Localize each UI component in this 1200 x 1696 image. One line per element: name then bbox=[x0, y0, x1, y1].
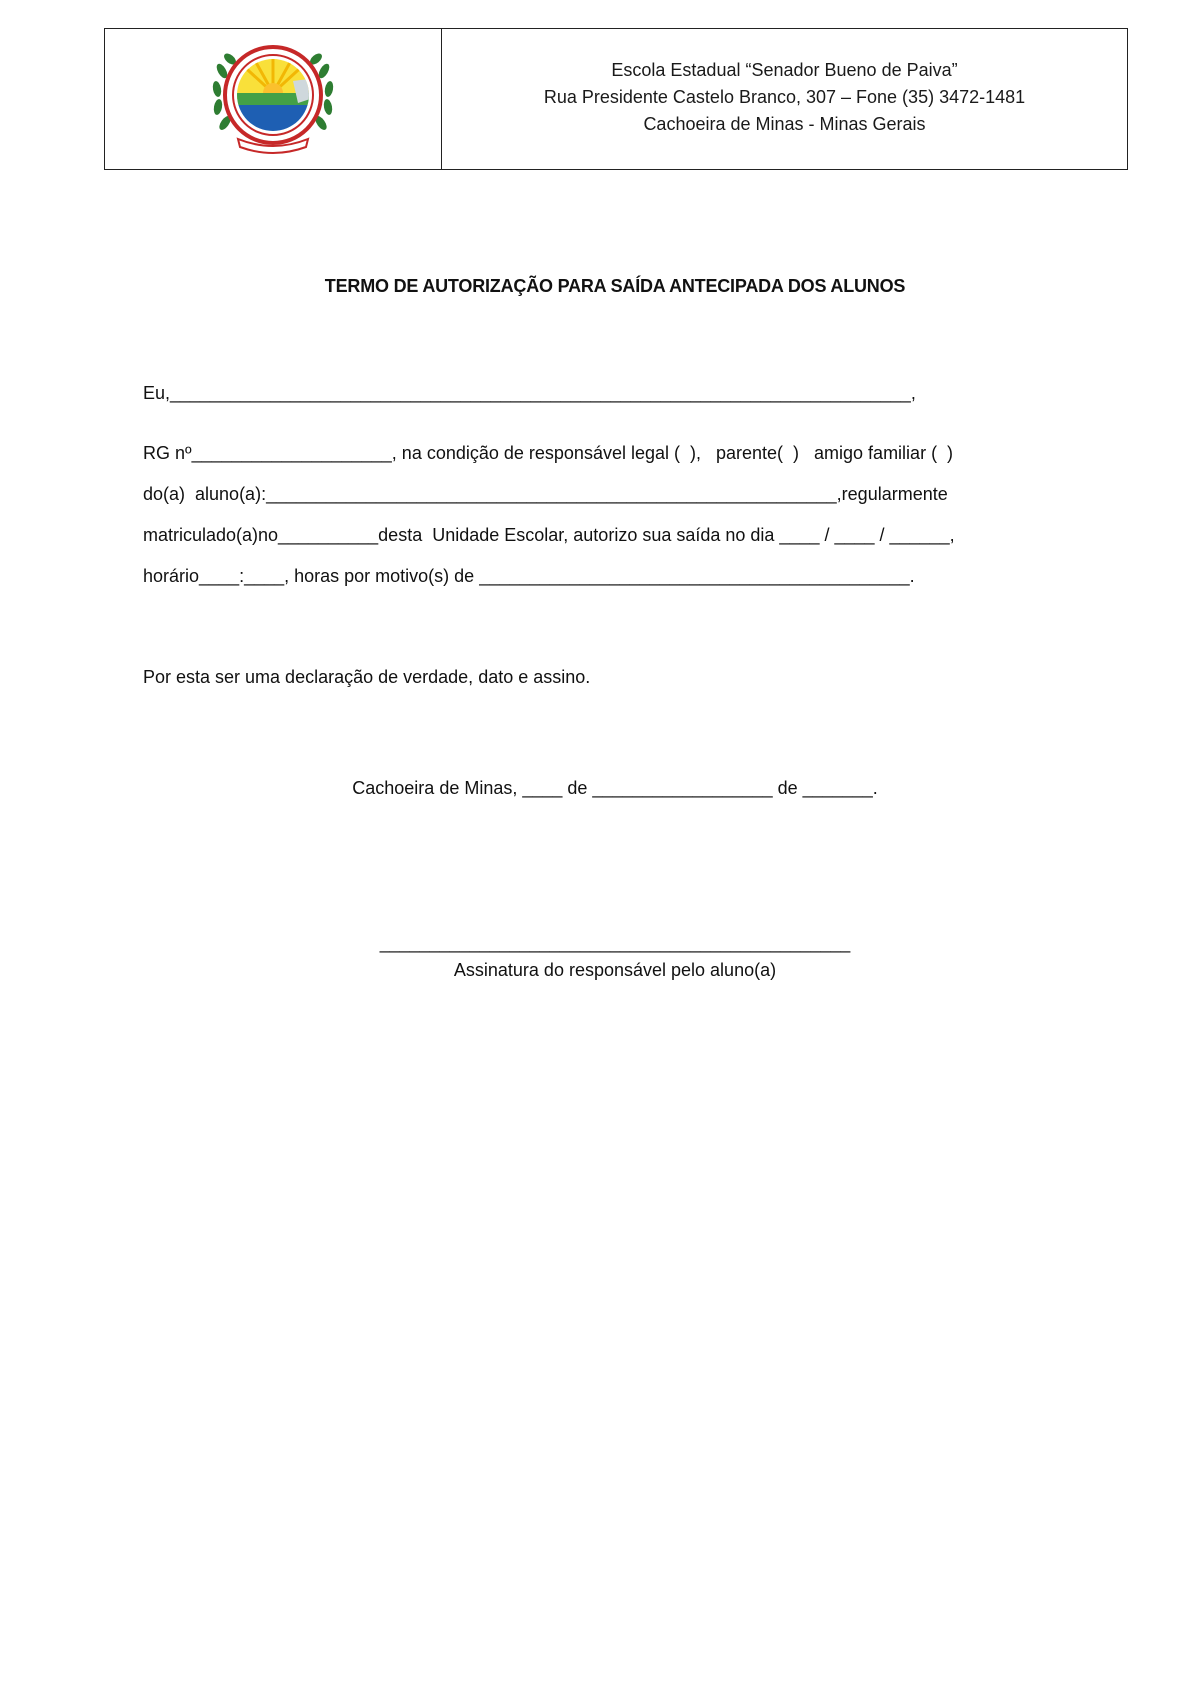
document-title: TERMO DE AUTORIZAÇÃO PARA SAÍDA ANTECIPADA DOS ALUNOS bbox=[324, 276, 906, 296]
school-info bbox=[442, 29, 1127, 169]
date-line: Cachoeira de Minas, ____ de __________________ de _______. bbox=[352, 778, 878, 798]
signature-label: Assinatura do responsável pelo aluno(a) bbox=[453, 960, 777, 980]
school-name: Escola Estadual “Senador Bueno de Paiva” bbox=[611, 59, 958, 80]
logo-cell bbox=[105, 29, 442, 169]
form-line-time-reason: horário____:____, horas por motivo(s) de ___________________________________________. bbox=[143, 566, 915, 586]
form-line-enrollment: matriculado(a)no__________desta Unidade Escolar, autorizo sua saída no dia ____ / ____ / ______, bbox=[143, 525, 955, 545]
form-line-student: do(a) aluno(a):_________________________________________________________,regularmente bbox=[143, 484, 948, 504]
form-line-name: Eu,__________________________________________________________________________, bbox=[143, 383, 916, 403]
declaration-text: Por esta ser uma declaração de verdade, dato e assino. bbox=[143, 667, 591, 687]
form-line-rg: RG nº____________________, na condição de responsável legal ( ), parente( ) amigo familiar ( ) bbox=[143, 443, 954, 463]
school-address: Rua Presidente Castelo Branco, 307 – Fone (35) 3472-1481 bbox=[543, 86, 1026, 107]
header-table bbox=[104, 28, 1128, 170]
school-city: Cachoeira de Minas - Minas Gerais bbox=[643, 113, 926, 134]
signature-line: _______________________________________________ bbox=[379, 933, 851, 953]
school-logo bbox=[208, 41, 338, 157]
